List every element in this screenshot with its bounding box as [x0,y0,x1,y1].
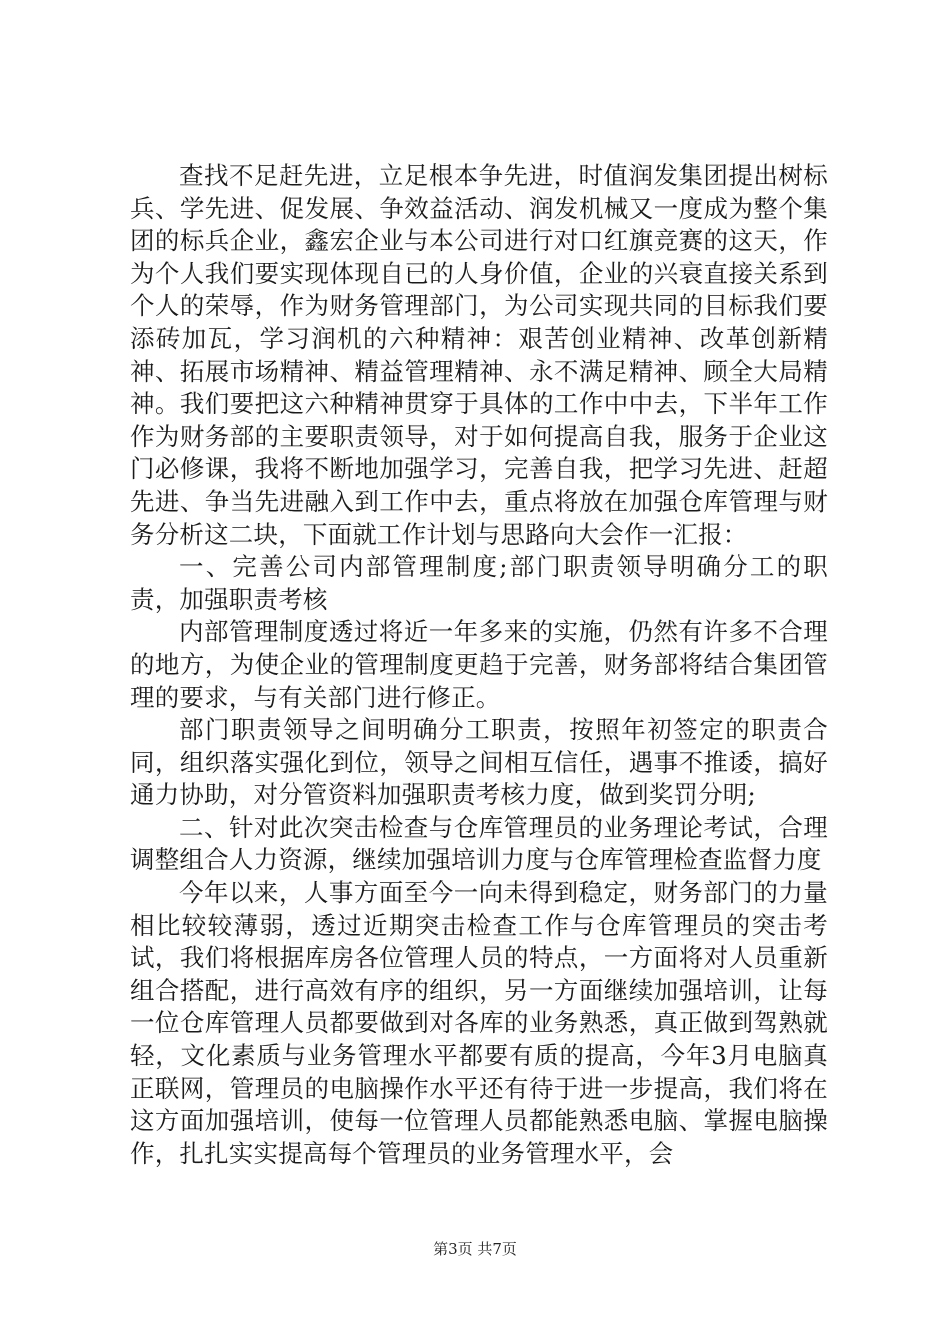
section-heading-1: 一、完善公司内部管理制度;部门职责领导明确分工的职责，加强职责考核 [130,552,828,614]
paragraph-department-duties: 部门职责领导之间明确分工职责，按照年初签定的职责合同，组织落实强化到位，领导之间相互信任，遇事不推诿，搞好通力协助，对分管资料加强职责考核力度，做到奖罚分明; [130,715,828,810]
section-heading-2: 二、针对此次突击检查与仓库管理员的业务理论考试，合理调整组合人力资源，继续加强培训力度与仓库管理检查监督力度 [130,812,828,875]
paragraph-intro: 查找不足赶先进，立足根本争先进，时值润发集团提出树标兵、学先进、促发展、争效益活动、润发机械又一度成为整个集团的标兵企业，鑫宏企业与本公司进行对口红旗竞赛的这天，作为个人我们要实现体现自已的人身价值，企业的兴衰直接关系到个人的荣辱，作为财务管理部门，为公司实现共同的目标我们要添砖加瓦，学习润机的六种精神：艰苦创业精神、改革创新精神、拓展市场精神、精益管理精神、永不满足精神、顾全大局精神。我们要把这六种精神贯穿于具体的工作中中去，下半年工作作为财务部的主要职责领导，对于如何提高自我，服务于企业这门必修课，我将不断地加强学习，完善自我，把学习先进、赶超先进、争当先进融入到工作中去，重点将放在加强仓库管理与财务分析这二块，下面就工作计划与思路向大会作一汇报： [130,161,828,549]
paragraph-management-system: 内部管理制度透过将近一年多来的实施，仍然有许多不合理的地方，为使企业的管理制度更趋于完善，财务部将结合集团管理的要求，与有关部门进行修正。 [130,617,828,712]
page-footer: 第3页 共7页 [433,1240,517,1258]
document-body [130,160,828,1170]
paragraph-personnel: 今年以来，人事方面至今一向未得到稳定，财务部门的力量相比较较薄弱，透过近期突击检查工作与仓库管理员的突击考试，我们将根据库房各位管理人员的特点，一方面将对人员重新组合搭配，进行高效有序的组织，另一方面继续加强培训，让每一位仓库管理人员都要做到对各库的业务熟悉，真正做到驾熟就轻，文化素质与业务管理水平都要有质的提高，今年3月电脑真正联网，管理员的电脑操作水平还有待于进一步提高，我们将在这方面加强培训，使每一位管理人员都能熟悉电脑、掌握电脑操作，扎扎实实提高每个管理员的业务管理水平，会 [130,878,828,1168]
